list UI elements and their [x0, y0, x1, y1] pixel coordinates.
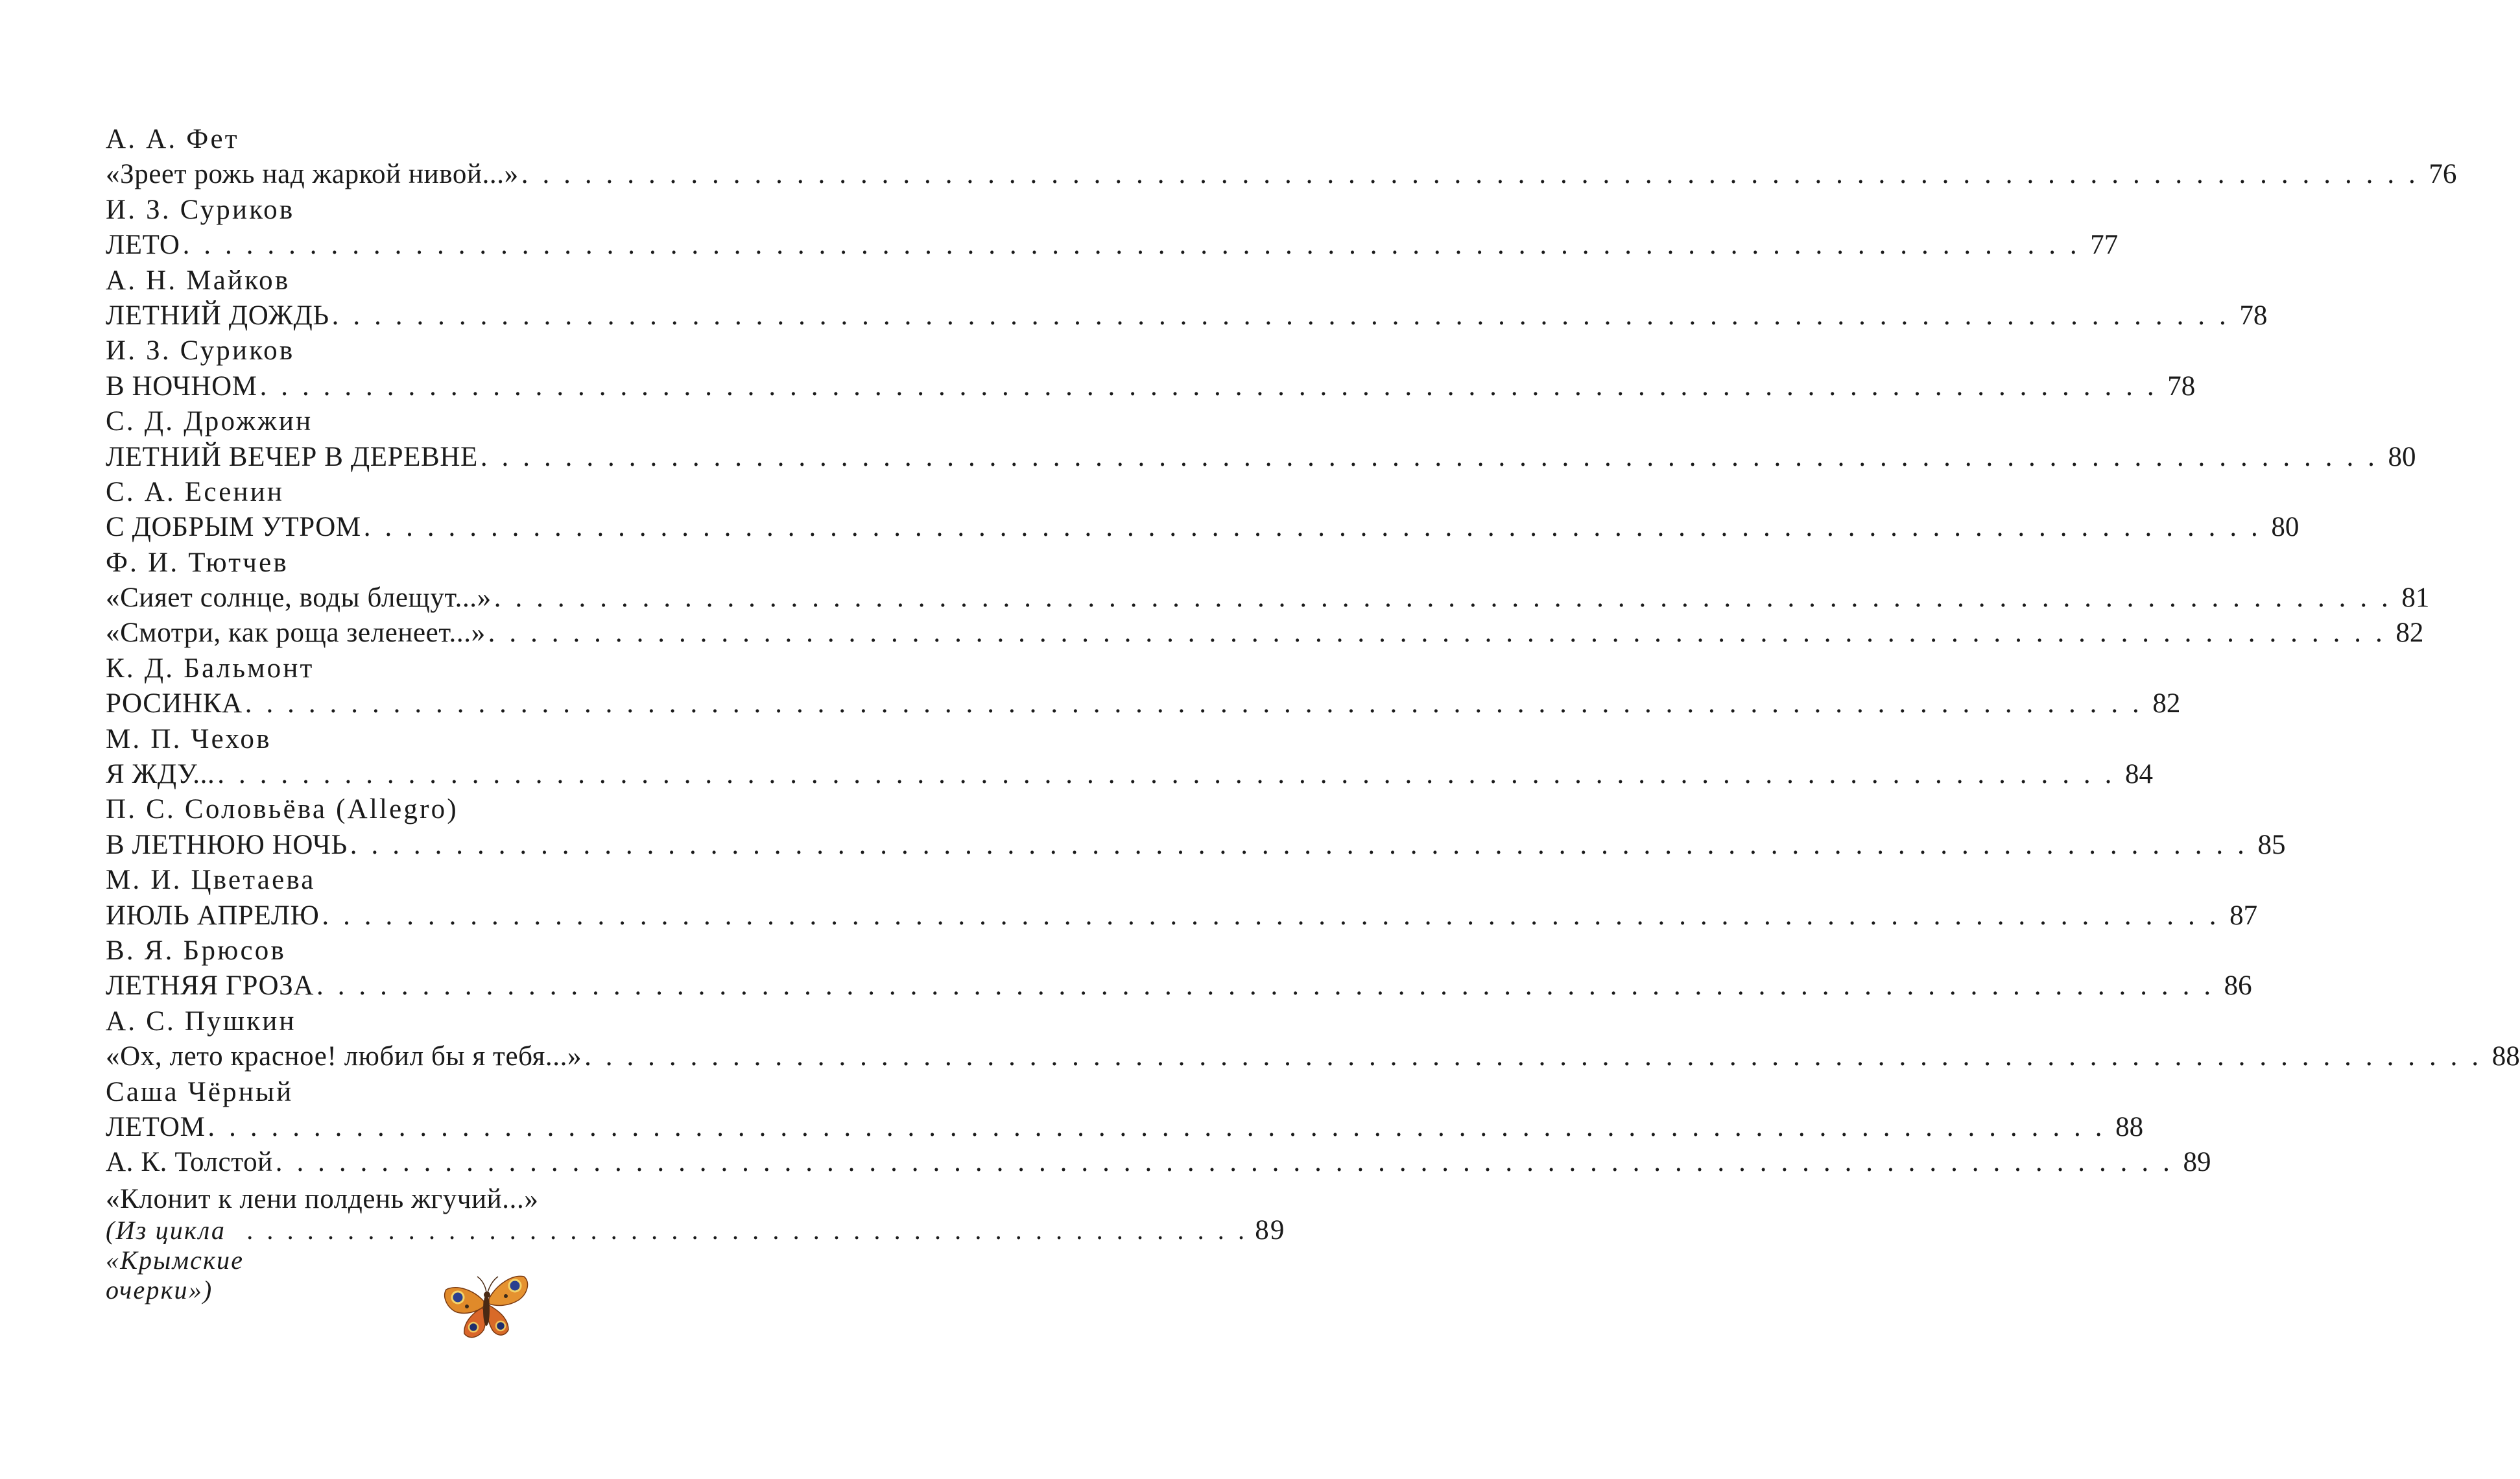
toc-entry-page: 89 [2183, 1147, 2211, 1178]
table-of-contents [106, 122, 2520, 1305]
toc-entry [106, 228, 2119, 263]
toc-entry-page: 84 [2124, 759, 2153, 790]
toc-entry-author-with-page [106, 1145, 2211, 1180]
toc-author: А. С. Пушкин [106, 1005, 296, 1037]
toc-entry [106, 1110, 2144, 1145]
toc-entry-page: 80 [2388, 441, 2416, 472]
toc-entry-page: 86 [2224, 970, 2252, 1002]
toc-entry-page: 89 [1255, 1214, 1286, 1245]
toc-entry [106, 1039, 2520, 1074]
toc-entry-page: 88 [2491, 1041, 2520, 1072]
toc-author: А. А. Фет [106, 124, 239, 154]
toc-author: С. Д. Дрожжин [106, 406, 313, 437]
leader-dots [316, 968, 2215, 1004]
leader-dots [488, 616, 2386, 651]
toc-author: Саша Чёрный [106, 1076, 294, 1107]
leader-dots [245, 686, 2143, 721]
leader-dots [521, 157, 2419, 192]
toc-entry [106, 968, 2252, 1004]
toc-entry-page: 77 [2090, 230, 2119, 261]
toc-entry-page: 78 [2239, 300, 2268, 331]
leader-dots [332, 298, 2230, 333]
leader-dots [584, 1039, 2482, 1074]
toc-entry-page: 78 [2167, 370, 2196, 402]
toc-entry-title: ЛЕТНИЙ ДОЖДЬ [106, 300, 329, 331]
toc-entry-page: 82 [2152, 688, 2181, 719]
toc-author: С. А. Есенин [106, 476, 285, 507]
toc-entry [106, 157, 2457, 192]
leader-dots: . . . . . . . . . . . . . . . . . . . . . . . . . . . . . . . . . . . . . . . . . . . . . . . . . . [246, 1215, 1248, 1245]
toc-entry [106, 581, 2430, 616]
leader-dots [208, 1110, 2106, 1145]
toc-entry-page: 85 [2257, 829, 2286, 860]
toc-entry [106, 510, 2300, 545]
leader-dots [322, 898, 2220, 933]
toc-entry [106, 298, 2268, 333]
leader-dots [217, 757, 2115, 792]
toc-entry-page: 76 [2429, 159, 2457, 190]
toc-author: А. Н. Майков [106, 265, 291, 296]
toc-entry-title: «Ох, лето красное! любил бы я тебя...» [106, 1041, 582, 1072]
toc-entry-title: В НОЧНОМ [106, 370, 257, 402]
toc-author: М. И. Цветаева [106, 865, 316, 896]
toc-last-entry [106, 1214, 1286, 1305]
toc-last-entry-subtitle: (Из цикла «Крымские очерки») [106, 1215, 244, 1305]
toc-author: И. З. Суриков [106, 335, 295, 367]
toc-entry-title: «Зреет рожь над жаркой нивой...» [106, 159, 519, 190]
toc-entry-page: 81 [2401, 583, 2430, 614]
toc-author: П. С. Соловьёва (Allegro) [106, 794, 458, 825]
leader-dots [364, 510, 2262, 545]
toc-entry [106, 369, 2196, 404]
toc-entry-page: 82 [2395, 618, 2424, 649]
toc-entry-title: Я ЖДУ... [106, 759, 215, 790]
toc-author: И. З. Суриков [106, 194, 295, 225]
toc-entry [106, 828, 2286, 863]
toc-last-entry-title: «Клонит к лени полдень жгучий...» [106, 1183, 539, 1214]
leader-dots [350, 828, 2248, 863]
toc-entry-title: ЛЕТОМ [106, 1111, 206, 1142]
leader-dots [494, 581, 2392, 616]
toc-entry-title: ИЮЛЬ АПРЕЛЮ [106, 900, 320, 931]
toc-entry-title: «Сияет солнце, воды блещут...» [106, 583, 492, 614]
toc-entry-page: 88 [2115, 1111, 2144, 1142]
toc-entry [106, 686, 2181, 721]
toc-entry-title: «Смотри, как роща зеленеет...» [106, 618, 486, 649]
toc-author: В. Я. Брюсов [106, 935, 286, 966]
leader-dots [481, 440, 2379, 475]
leader-dots [276, 1145, 2174, 1180]
leader-dots [260, 369, 2158, 404]
toc-entry-title: С ДОБРЫМ УТРОМ [106, 512, 361, 543]
toc-entry [106, 616, 2424, 651]
butterfly-icon [441, 1270, 532, 1347]
toc-entry [106, 898, 2258, 933]
toc-entry-title: РОСИНКА [106, 688, 243, 719]
toc-author: К. Д. Бальмонт [106, 653, 315, 684]
toc-entry-page: 80 [2271, 512, 2300, 543]
toc-entry [106, 757, 2153, 792]
toc-author: А. К. Толстой [106, 1147, 273, 1178]
toc-entry-page: 87 [2229, 900, 2258, 931]
toc-entry-title: В ЛЕТНЮЮ НОЧЬ [106, 829, 348, 860]
toc-entry-title: ЛЕТНЯЯ ГРОЗА [106, 970, 315, 1002]
toc-entry-title: ЛЕТНИЙ ВЕЧЕР В ДЕРЕВНЕ [106, 441, 478, 472]
toc-entry-title: ЛЕТО [106, 230, 180, 261]
toc-entry [106, 440, 2416, 475]
toc-author: Ф. И. Тютчев [106, 547, 289, 578]
leader-dots [183, 228, 2081, 263]
toc-author: М. П. Чехов [106, 723, 272, 754]
